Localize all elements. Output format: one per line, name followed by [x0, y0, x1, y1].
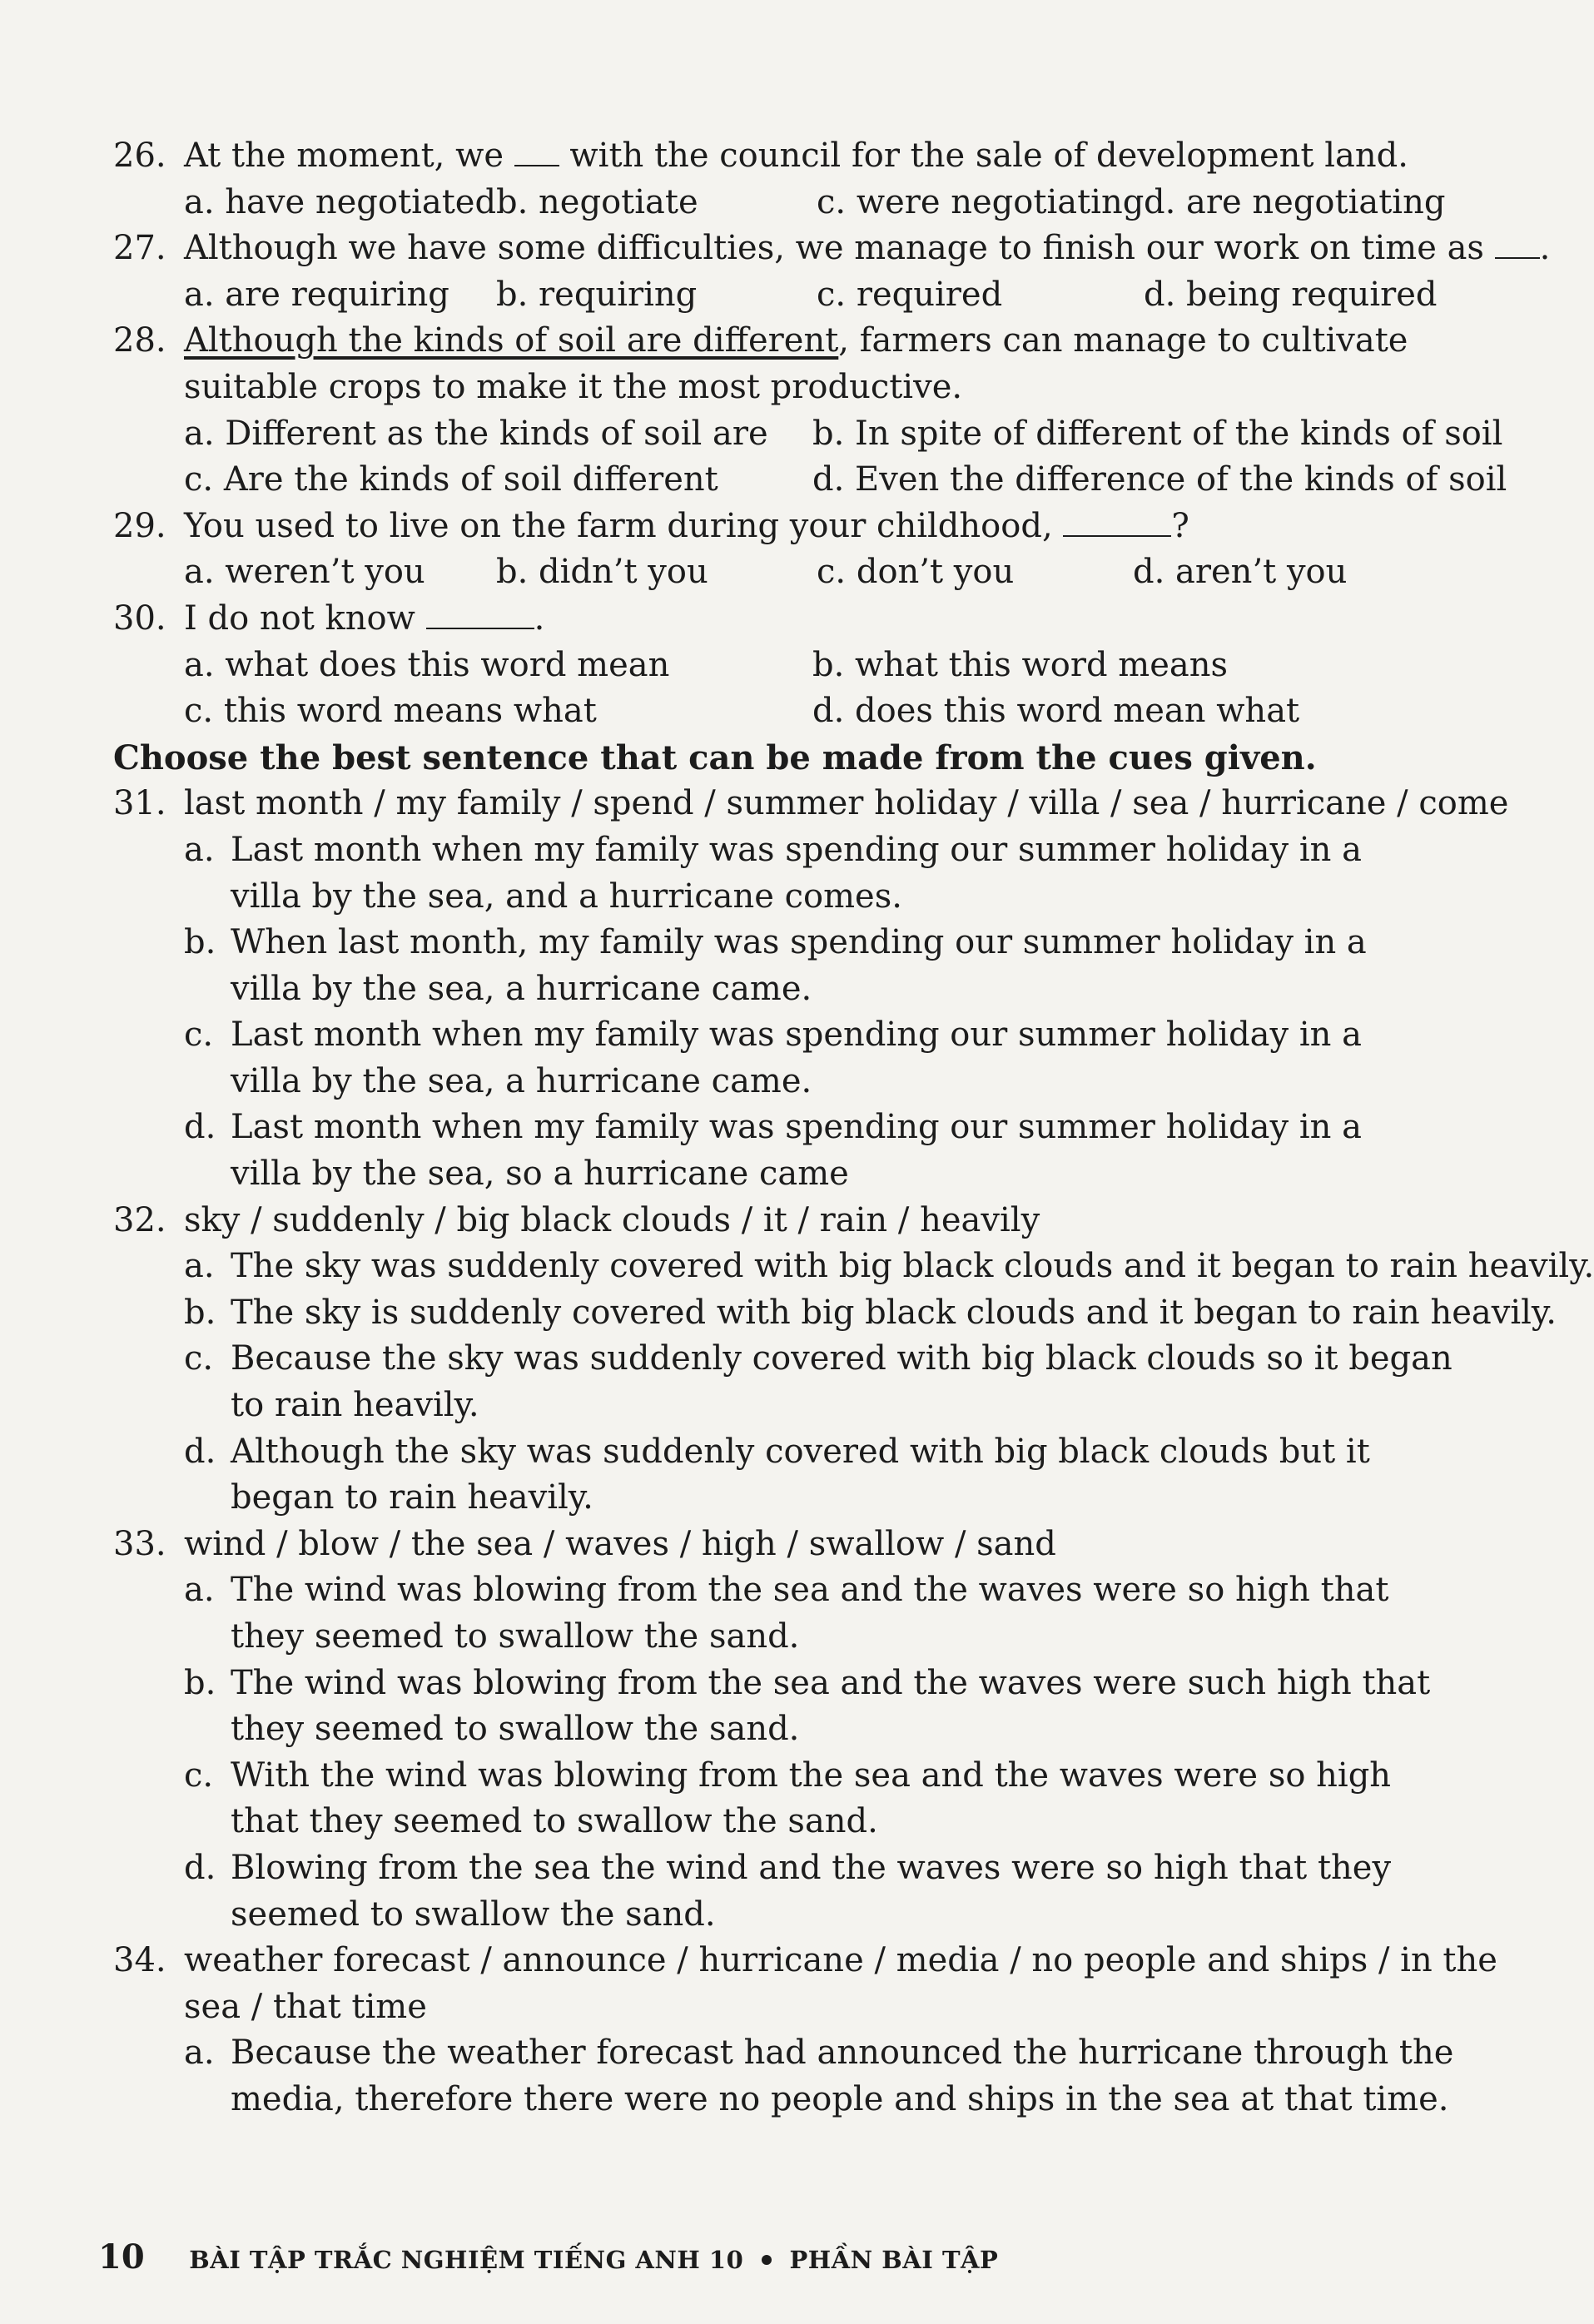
- option-text: The sky is suddenly covered with big black clouds and it began to rain heavily.: [231, 1293, 1557, 1332]
- answer-blank: [426, 603, 534, 629]
- option-c-cont: [113, 1383, 1462, 1429]
- option-d: [113, 1105, 1462, 1151]
- question-34-cont: [113, 1984, 1462, 2031]
- option-a-cont: [113, 874, 1462, 921]
- option-c: c. don’t you: [817, 553, 1015, 592]
- question-cue: sea / that time: [184, 1987, 427, 2026]
- option-text: When last month, my family was spending our summer holiday in a: [231, 923, 1367, 962]
- option-c: c. this word means what: [184, 692, 597, 731]
- option-c: [113, 1753, 1462, 1800]
- option-d: d. does this word mean what: [812, 692, 1300, 731]
- answer-blank: [1495, 232, 1540, 259]
- book-title: BÀI TẬP TRẮC NGHIỆM TIẾNG ANH 10: [189, 2246, 744, 2274]
- option-a: [113, 1244, 1594, 1290]
- option-text: they seemed to swallow the sand.: [231, 1710, 800, 1749]
- question-number: 29.: [113, 506, 166, 545]
- bullet-icon: [762, 2255, 772, 2265]
- option-a-cont: [113, 2077, 1462, 2123]
- option-a: a. are requiring: [184, 275, 449, 314]
- option-d-cont: [113, 1475, 1462, 1522]
- option-c: [113, 1336, 1462, 1383]
- option-text: villa by the sea, so a hurricane came: [231, 1155, 849, 1194]
- option-d: [113, 1429, 1462, 1476]
- section-heading: Choose the best sentence that can be made from the cues given.: [113, 737, 1317, 777]
- option-text: Last month when my family was spending our summer holiday in a: [231, 830, 1362, 869]
- question-text: suitable crops to make it the most productive.: [184, 367, 963, 406]
- option-label: c.: [184, 1339, 214, 1378]
- options-30-ab: [113, 643, 1462, 689]
- option-a: [113, 1567, 1462, 1614]
- option-text: media, therefore there were no people and ships in the sea at that time.: [231, 2079, 1449, 2118]
- option-text: they seemed to swallow the sand.: [231, 1617, 800, 1656]
- option-a: a. have negotiated: [184, 182, 497, 221]
- option-label: d.: [184, 1432, 216, 1471]
- question-end: .: [1539, 229, 1551, 268]
- option-text: that they seemed to swallow the sand.: [231, 1802, 878, 1841]
- option-d: d. aren’t you: [1133, 553, 1348, 592]
- question-number: 30.: [113, 598, 166, 638]
- question-29: [113, 504, 1462, 550]
- question-32: [113, 1198, 1462, 1244]
- question-28-cont: [113, 365, 1462, 411]
- option-d-cont: [113, 1151, 1462, 1198]
- option-label: b.: [184, 1663, 216, 1702]
- option-b: [113, 920, 1462, 966]
- option-b-cont: [113, 966, 1462, 1013]
- question-number: 34.: [113, 1941, 166, 1980]
- question-number: 28.: [113, 321, 166, 360]
- book-section: PHẦN BÀI TẬP: [789, 2246, 999, 2274]
- page-number: 10: [98, 2237, 145, 2277]
- page-footer: [98, 2237, 998, 2277]
- option-text: The sky was suddenly covered with big black clouds and it began to rain heavily.: [231, 1247, 1594, 1286]
- option-b: b. what this word means: [812, 645, 1229, 684]
- option-text: Last month when my family was spending our summer holiday in a: [231, 1016, 1362, 1055]
- option-c-cont: [113, 1059, 1462, 1105]
- option-a: a. Different as the kinds of soil are: [184, 414, 768, 453]
- question-cue: wind / blow / the sea / waves / high / swallow / sand: [184, 1524, 1056, 1563]
- option-d: d. Even the difference of the kinds of soil: [812, 460, 1507, 499]
- options-29: [113, 549, 1462, 596]
- question-28: [113, 318, 1462, 365]
- option-text: seemed to swallow the sand.: [231, 1894, 716, 1934]
- option-b: b. negotiate: [496, 182, 698, 221]
- question-text: You used to live on the farm during your childhood,: [184, 506, 1053, 545]
- option-b-cont: [113, 1706, 1462, 1753]
- option-a-cont: [113, 1614, 1462, 1661]
- option-label: d.: [184, 1848, 216, 1887]
- options-30-cd: [113, 688, 1462, 735]
- option-c: [113, 1012, 1462, 1059]
- question-cue: sky / suddenly / big black clouds / it / rain / heavily: [184, 1200, 1040, 1239]
- question-number: 33.: [113, 1524, 166, 1563]
- question-end: .: [534, 598, 545, 638]
- answer-blank: [514, 140, 559, 166]
- option-d: d. are negotiating: [1144, 182, 1446, 221]
- options-28-ab: [113, 411, 1503, 458]
- option-b: b. didn’t you: [496, 553, 708, 592]
- option-text: The wind was blowing from the sea and the waves were so high that: [231, 1571, 1389, 1610]
- option-text: to rain heavily.: [231, 1386, 479, 1425]
- option-b: [113, 1661, 1462, 1707]
- option-b: [113, 1290, 1557, 1337]
- question-26: [113, 133, 1462, 180]
- question-cue: last month / my family / spend / summer holiday / villa / sea / hurricane / come: [184, 784, 1509, 823]
- option-a: [113, 2030, 1462, 2077]
- option-b: b. requiring: [496, 275, 698, 314]
- option-label: a.: [184, 2034, 215, 2073]
- option-label: a.: [184, 830, 215, 869]
- question-31: [113, 781, 1509, 827]
- option-c: c. were negotiating: [817, 182, 1145, 221]
- option-b: b. In spite of different of the kinds of soil: [812, 414, 1503, 453]
- option-label: a.: [184, 1571, 215, 1610]
- option-d-cont: [113, 1892, 1462, 1939]
- option-text: Although the sky was suddenly covered with big black clouds but it: [231, 1432, 1370, 1471]
- option-d: d. being required: [1144, 275, 1438, 314]
- question-text: , farmers can manage to cultivate: [838, 321, 1408, 360]
- options-26: [113, 180, 1462, 226]
- option-a: [113, 827, 1462, 874]
- question-text: Although we have some difficulties, we manage to finish our work on time as: [184, 229, 1484, 268]
- answer-blank: [1063, 510, 1171, 537]
- options-27: [113, 272, 1462, 319]
- question-text: with the council for the sale of development land.: [569, 137, 1408, 175]
- option-text: With the wind was blowing from the sea and the waves were so high: [231, 1755, 1392, 1795]
- question-cue: weather forecast / announce / hurricane / media / no people and ships / in the: [184, 1941, 1497, 1980]
- question-text: I do not know: [184, 598, 415, 638]
- question-end: ?: [1171, 506, 1189, 545]
- exercise-page: [113, 133, 1594, 2123]
- question-30: [113, 596, 1462, 643]
- option-a: a. weren’t you: [184, 553, 425, 592]
- option-text: Because the sky was suddenly covered with big black clouds so it began: [231, 1339, 1452, 1378]
- option-label: b.: [184, 1293, 216, 1332]
- question-number: 32.: [113, 1200, 166, 1239]
- option-label: d.: [184, 1108, 216, 1147]
- question-number: 26.: [113, 137, 166, 175]
- option-d: [113, 1845, 1462, 1892]
- option-c: c. Are the kinds of soil different: [184, 460, 718, 499]
- question-27: [113, 226, 1551, 272]
- option-label: b.: [184, 923, 216, 962]
- option-text: villa by the sea, a hurricane came.: [231, 969, 812, 1008]
- question-number: 31.: [113, 784, 166, 823]
- option-text: Because the weather forecast had announced the hurricane through the: [231, 2034, 1454, 2073]
- option-text: Last month when my family was spending our summer holiday in a: [231, 1108, 1362, 1147]
- option-label: c.: [184, 1016, 214, 1055]
- option-label: a.: [184, 1247, 215, 1286]
- option-text: began to rain heavily.: [231, 1478, 593, 1517]
- question-number: 27.: [113, 229, 166, 268]
- question-text: At the moment, we: [184, 137, 504, 175]
- option-text: Blowing from the sea the wind and the waves were so high that they: [231, 1848, 1392, 1887]
- options-28-cd: [113, 457, 1507, 504]
- option-text: villa by the sea, and a hurricane comes.: [231, 876, 902, 916]
- underlined-phrase: Although the kinds of soil are different: [184, 321, 839, 360]
- question-34: [113, 1938, 1497, 1984]
- option-text: villa by the sea, a hurricane came.: [231, 1061, 812, 1100]
- option-text: The wind was blowing from the sea and the waves were such high that: [231, 1663, 1431, 1702]
- question-33: [113, 1522, 1462, 1568]
- option-c-cont: [113, 1799, 1462, 1845]
- option-a: a. what does this word mean: [184, 645, 670, 684]
- option-label: c.: [184, 1755, 214, 1795]
- option-c: c. required: [817, 275, 1003, 314]
